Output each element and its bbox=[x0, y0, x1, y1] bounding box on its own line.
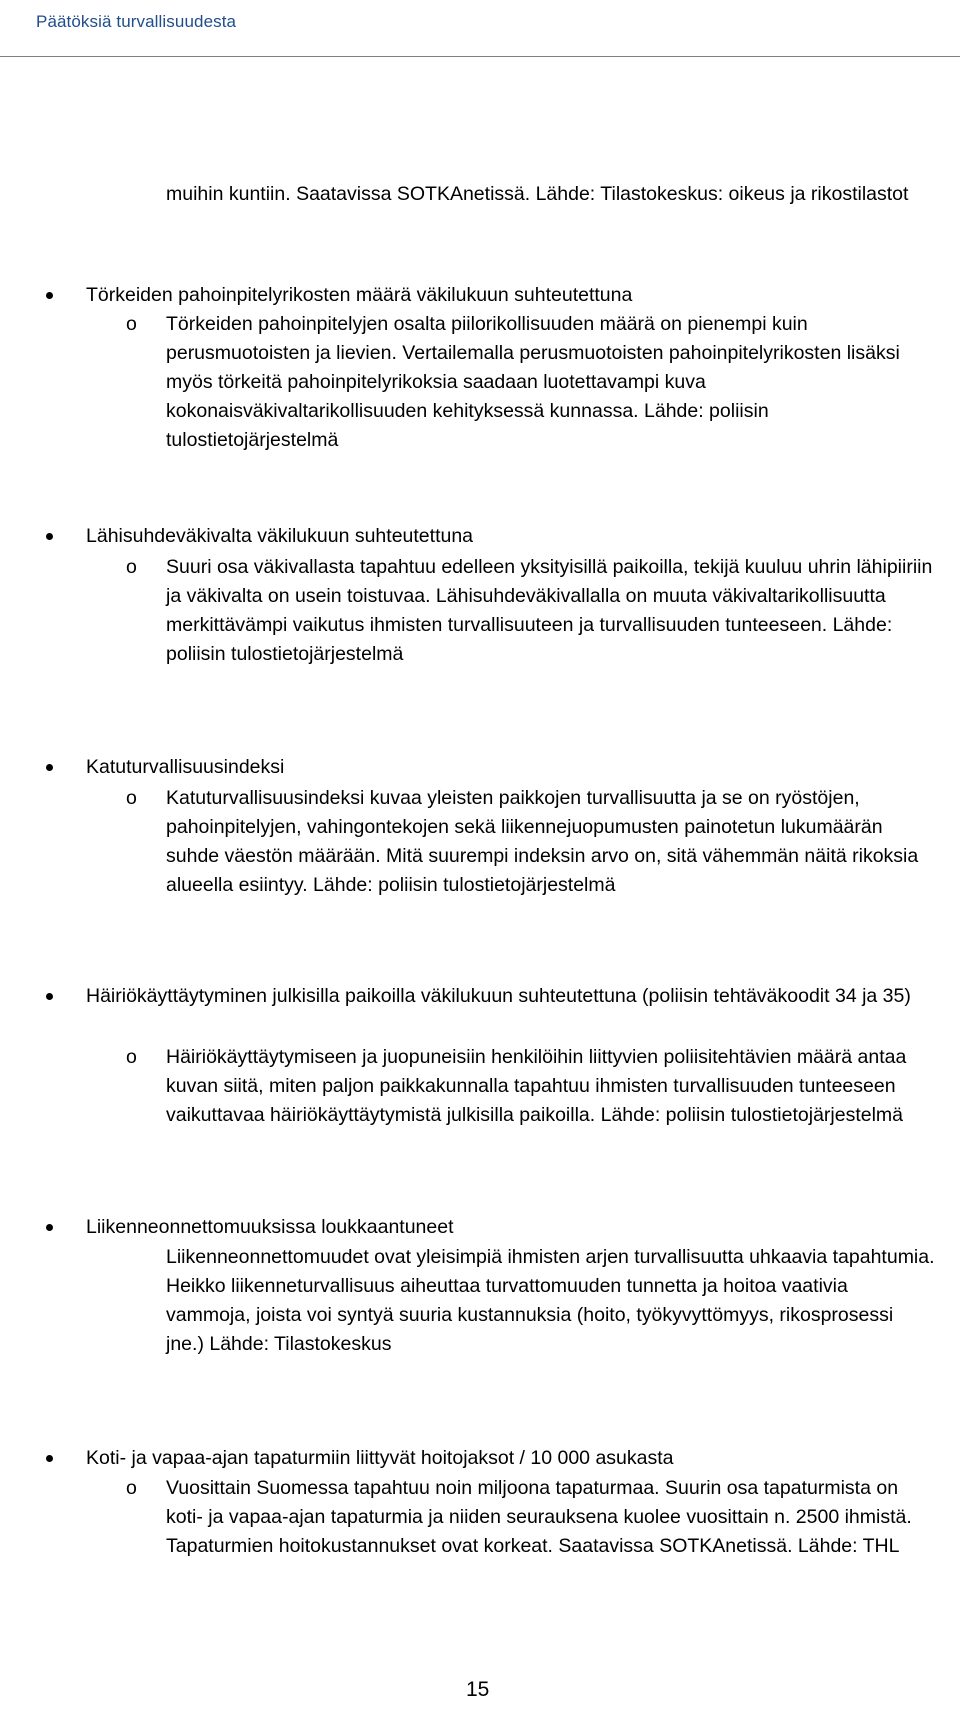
page-header bbox=[0, 0, 960, 57]
bullet-dot bbox=[46, 993, 53, 1000]
bullet-heading: Katuturvallisuusindeksi bbox=[86, 756, 285, 778]
sub-detail: Katuturvallisuusindeksi kuvaa yleisten paikkojen turvallisuutta ja se on ryöstöjen, pahoinpitelyjen, vahingontekojen sekä liikennejuopumusten painotetun lukumäärän suhde väestön määrään. Mitä suurempi indeksin arvo on, sitä vähemmän näitä rikoksia alueella esiintyy. Lähde: poliisin tulostietojärjestelmä bbox=[166, 787, 919, 896]
intro-paragraph: muihin kuntiin. Saatavissa SOTKAnetissä. Lähde: Tilastokeskus: oikeus ja rikostilastot bbox=[166, 183, 909, 205]
bullet-heading: Törkeiden pahoinpitelyrikosten määrä väkilukuun suhteutettuna bbox=[86, 284, 633, 306]
bullet-dot bbox=[46, 292, 53, 299]
sub-detail: Häiriökäyttäytymiseen ja juopuneisiin henkilöihin liittyvien poliisitehtävien määrä antaa kuvan siitä, miten paljon paikkakunnalla tapahtuu ihmisten turvallisuuden tunteeseen vaikuttavaa häiriökäyttäytymistä julkisilla paikoilla. Lähde: poliisin tulostietojärjestelmä bbox=[166, 1046, 907, 1126]
bullet-heading: Häiriökäyttäytyminen julkisilla paikoilla väkilukuun suhteutettuna (poliisin tehtäväkoodit 34 ja 35) bbox=[86, 985, 911, 1007]
sub-marker: o bbox=[126, 1046, 137, 1068]
bullet-dot bbox=[46, 533, 53, 540]
sub-detail: Liikenneonnettomuudet ovat yleisimpiä ihmisten arjen turvallisuutta uhkaavia tapahtumia. Heikko liikenneturvallisuus aiheuttaa turvattomuuden tunnetta ja hoitoa vaativia vammoja, joista voi syntyä suuria kustannuksia (hoito, työkyvyttömyys, rikosprosessi jne.) Lähde: Tilastokeskus bbox=[166, 1246, 935, 1355]
sub-marker: o bbox=[126, 787, 137, 809]
bullet-heading: Koti- ja vapaa-ajan tapaturmiin liittyvät hoitojaksot / 10 000 asukasta bbox=[86, 1447, 674, 1469]
bullet-dot bbox=[46, 1224, 53, 1231]
sub-marker: o bbox=[126, 1477, 137, 1499]
sub-detail: Törkeiden pahoinpitelyjen osalta piilorikollisuuden määrä on pienempi kuin perusmuotoisten ja lievien. Vertailemalla perusmuotoisten pahoinpitelyrikosten lisäksi myös törkeitä pahoinpitelyrikoksia saadaan luotettavampi kuva kokonaisväkivaltarikollisuuden kehityksessä kunnassa. Lähde: poliisin tulostietojärjestelmä bbox=[166, 313, 900, 451]
bullet-heading: Lähisuhdeväkivalta väkilukuun suhteutettuna bbox=[86, 525, 474, 547]
sub-detail: Suuri osa väkivallasta tapahtuu edelleen yksityisillä paikoilla, tekijä kuuluu uhrin lähipiiriin ja väkivalta on usein toistuvaa. Lähisuhdeväkivallalla on muuta väkivaltarikollisuutta merkittävämpi vaikutus ihmisten turvallisuuteen ja turvallisuuden tunteeseen. Lähde: poliisin tulostietojärjestelmä bbox=[166, 556, 933, 665]
sub-marker: o bbox=[126, 556, 137, 578]
bullet-heading: Liikenneonnettomuuksissa loukkaantuneet bbox=[86, 1216, 454, 1238]
sub-detail: Vuosittain Suomessa tapahtuu noin miljoona tapaturmaa. Suurin osa tapaturmista on koti- ja vapaa-ajan tapaturmia ja niiden seurauksena kuolee vuosittain n. 2500 ihmistä. Tapaturmien hoitokustannukset ovat korkeat. Saatavissa SOTKAnetissä. Lähde: THL bbox=[166, 1477, 912, 1557]
bullet-dot bbox=[46, 764, 53, 771]
bullet-dot bbox=[46, 1455, 53, 1462]
sub-marker: o bbox=[126, 313, 137, 335]
header-title: Päätöksiä turvallisuudesta bbox=[36, 12, 237, 31]
page-number: 15 bbox=[466, 1678, 490, 1701]
